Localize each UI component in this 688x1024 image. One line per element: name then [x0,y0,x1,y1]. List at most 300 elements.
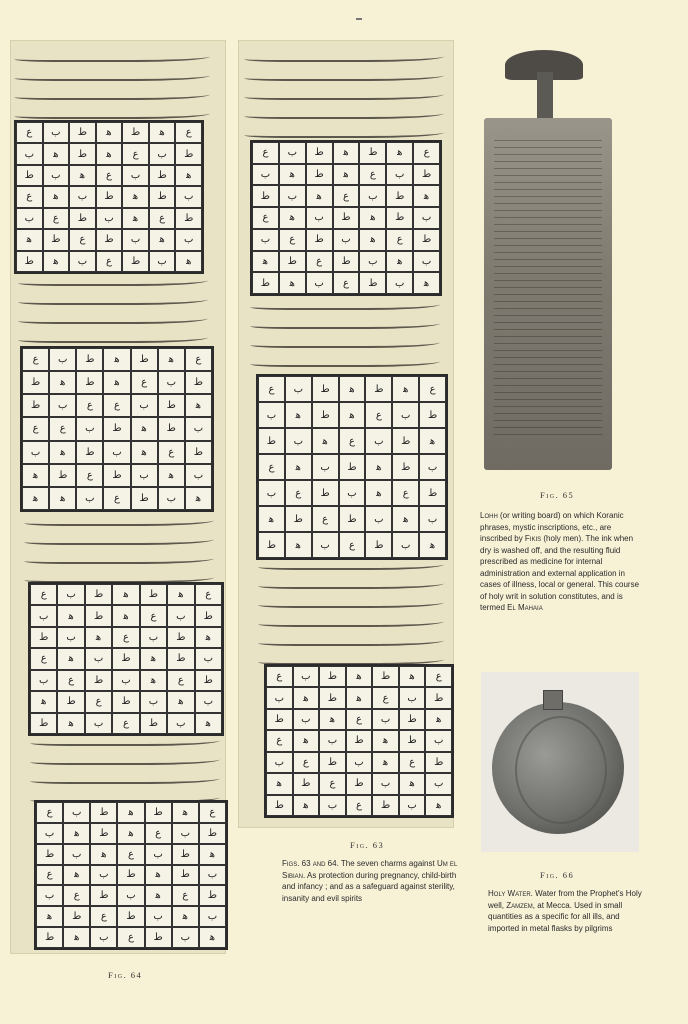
charm-grid-cell: ﻫ [43,251,70,272]
charm-grid-cell: ط [339,454,366,480]
charm-grid-cell: ﻫ [419,532,446,558]
charm-grid-cell: ط [16,251,43,272]
charm-grid-cell: ط [365,532,392,558]
charm-grid-cell: ط [158,394,185,417]
writing-board-inscription [494,140,602,440]
charm-grid-cell: ب [386,272,413,294]
charm-grid-cell: ع [365,402,392,428]
charm-grid-cell: ﻫ [43,186,70,207]
charm-grid-cell: ع [158,441,185,464]
charm-grid-cell: ط [117,865,144,886]
charm-grid-cell: ب [392,402,419,428]
charm-grid-cell: ﻫ [339,402,366,428]
charm-grid-cell: ط [359,142,386,164]
caption-lead: Figs. 63 and 64. [282,859,339,868]
charm-grid-cell: ب [167,713,194,734]
charm-grid-cell: ع [172,885,199,906]
charm-grid-cell: ب [425,730,452,751]
charm-grid-cell: ع [175,122,202,143]
charm-grid-cell: ط [372,666,399,687]
charm-grid-cell: ط [76,348,103,371]
charm-grid-cell: ب [399,795,426,816]
charm-grid-cell: ع [69,229,96,250]
charm-grid-cell: ب [76,487,103,510]
charm-grid-cell: ط [140,713,167,734]
charm-grid-cell: ط [312,376,339,402]
charm-grid-cell: ط [167,627,194,648]
charm-grid-cell: ط [85,584,112,605]
charm-grid-cell: ﻫ [167,691,194,712]
charm-grid-cell: ﻫ [258,506,285,532]
charm-grid-cell: ط [359,272,386,294]
charm-grid-cell: ع [90,906,117,927]
charm-grid-cell: ط [386,207,413,229]
caption-text: (or writing board) on which Koranic phrases, mystic inscriptions, etc., are inscribed by [480,511,624,543]
charm-grid-cell: ﻫ [140,670,167,691]
charm-grid-cell: ﻫ [386,251,413,273]
charm-grid-cell: ﻫ [339,376,366,402]
charm-grid-cell: ﻫ [372,730,399,751]
charm-grid-cell: ع [22,417,49,440]
charm-grid-cell: ع [346,709,373,730]
charm-grid-cell: ب [266,687,293,708]
charm-grid-cell: ب [285,428,312,454]
caption-text: Water from the Prophet's Holy well, [488,889,642,910]
charm-grid-cell: ط [103,464,130,487]
charm-grid-cell: ﻫ [96,122,123,143]
charm-grid-cell: ﻫ [279,272,306,294]
charm-grid-cell: ط [285,506,312,532]
charm-grid-cell: ﻫ [140,648,167,669]
charm-grid-cell: ط [36,844,63,865]
charm-grid-cell: ﻫ [175,165,202,186]
charm-grid-cell: ب [339,480,366,506]
charm-grid-cell: ﻫ [359,229,386,251]
caption-text: (holy men). The ink when dry is washed off, and the resulting fluid prescribed as medicine for internal administration and external application in cases of illness, local or general. This course of holy writ in solution constitutes, and is termed [480,534,640,612]
charm-grid-cell: ﻫ [63,823,90,844]
charm-grid-cell: ع [96,165,123,186]
charm-grid-cell: ط [85,605,112,626]
charm-grid-cell: ﻫ [392,506,419,532]
caption-text: . As protection during pregnancy, child-birth and infancy ; and as a safeguard against sterility, insanity and evil spirits [282,870,457,903]
charm-grid-cell: ع [117,844,144,865]
charm-grid-cell: ﻫ [285,532,312,558]
charm-grid-cell: ب [57,627,84,648]
charm-grid-cell: ط [413,164,440,186]
charm-grid-cell: ب [172,927,199,948]
flask-ornament [515,716,607,824]
charm-grid-cell: ب [419,506,446,532]
charm-grid-cell: ط [76,441,103,464]
manuscript-text-7 [258,556,444,670]
charm-grid-cell: ع [333,185,360,207]
charm-grid-cell: ط [122,122,149,143]
charm-grid-cell: ط [319,752,346,773]
charm-grid-cell: ب [36,823,63,844]
charm-grid-cell: ب [96,208,123,229]
charm-grid-cell: ع [30,584,57,605]
charm-grid-cell: ﻫ [167,584,194,605]
charm-grid-cell: ﻫ [96,143,123,164]
charm-grid-3 [28,582,224,736]
charm-grid-cell: ﻫ [413,272,440,294]
charm-grid-cell: ع [145,823,172,844]
fig63-label: Fig. 63 [350,840,385,850]
manuscript-text-3 [24,512,214,588]
charm-grid-cell: ط [425,752,452,773]
charm-grid-cell: ط [258,532,285,558]
fig64-label: Fig. 64 [108,970,143,980]
charm-grid-cell: ب [346,752,373,773]
charm-grid-cell: ب [365,506,392,532]
charm-grid-cell: ب [172,823,199,844]
charm-grid-cell: ب [319,730,346,751]
charm-grid-cell: ع [49,417,76,440]
charm-grid-cell: ب [199,865,226,886]
charm-grid-cell: ط [399,709,426,730]
charm-grid-cell: ﻫ [333,142,360,164]
charm-grid-cell: ط [339,506,366,532]
charm-grid-cell: ﻫ [117,823,144,844]
caption-term: El Mahaia [507,603,543,612]
caption-term: Holy Water. [488,889,533,898]
charm-grid-cell: ﻫ [185,394,212,417]
charm-grid-cell: ط [85,670,112,691]
charm-grid-cell: ﻫ [293,730,320,751]
caption-term: Lohh [480,511,498,520]
charm-grid-cell: ﻫ [266,773,293,794]
charm-grid-cell: ب [158,371,185,394]
charm-grid-cell: ب [43,165,70,186]
charm-grid-cell: ط [140,584,167,605]
charm-grid-cell: ب [122,229,149,250]
manuscript-text-2 [18,272,208,348]
charm-grid-cell: ط [425,687,452,708]
charm-grid-cell: ط [90,802,117,823]
charm-grid-cell: ﻫ [425,709,452,730]
charm-grid-cell: ﻫ [195,713,222,734]
charm-grid-cell: ط [365,376,392,402]
charm-grid-cell: ع [167,670,194,691]
charm-grid-cell: ط [306,229,333,251]
charm-grid-cell: ع [112,627,139,648]
charm-grid-cell: ﻫ [90,844,117,865]
charm-grid-cell: ب [293,666,320,687]
charm-grid-cell: ط [346,730,373,751]
charm-grid-cell: ط [293,773,320,794]
charm-grid-cell: ﻫ [285,402,312,428]
charm-grid-cell: ﻫ [252,251,279,273]
charm-grid-cell: ﻫ [103,371,130,394]
charm-grid-cell: ب [85,648,112,669]
charm-grid-cell: ﻫ [22,487,49,510]
charm-grid-cell: ع [131,371,158,394]
charm-grid-cell: ب [16,143,43,164]
charm-grid-cell: ﻫ [158,464,185,487]
charm-grid-cell: ط [266,709,293,730]
charm-grid-cell: ط [69,143,96,164]
charm-grid-cell: ب [413,207,440,229]
charm-grid-cell: ع [413,142,440,164]
charm-grid-cell: ع [117,927,144,948]
caption-text: The seven charms against [338,859,437,868]
charm-grid-cell: ع [359,164,386,186]
charm-grid-cell: ط [185,371,212,394]
charm-grid-cell: ب [293,709,320,730]
charm-grid-cell: ط [399,730,426,751]
charm-grid-cell: ﻫ [112,584,139,605]
charm-grid-7 [264,664,454,818]
charm-grid-cell: ط [372,795,399,816]
manuscript-text-5 [244,48,444,143]
charm-grid-1 [14,120,204,274]
charm-grid-cell: ط [195,605,222,626]
charm-grid-cell: ط [131,487,158,510]
charm-grid-cell: ط [30,627,57,648]
charm-grid-cell: ط [117,906,144,927]
charm-grid-cell: ط [333,207,360,229]
charm-grid-cell: ط [195,670,222,691]
charm-grid-cell: ط [312,480,339,506]
charm-grid-cell: ع [112,713,139,734]
caption-term: Zamzem [506,900,533,910]
charm-grid-cell: ط [172,865,199,886]
charm-grid-cell: ط [103,417,130,440]
charm-grid-cell: ب [306,207,333,229]
charm-grid-cell: ب [76,417,103,440]
page-mark [356,18,362,20]
charm-grid-cell: ﻫ [103,348,130,371]
charm-grid-cell: ع [306,251,333,273]
charm-grid-cell: ع [386,229,413,251]
charm-grid-cell: ب [63,844,90,865]
charm-grid-cell: ب [140,691,167,712]
charm-grid-cell: ب [30,605,57,626]
charm-grid-cell: ب [158,487,185,510]
charm-grid-cell: ط [306,142,333,164]
charm-grid-cell: ﻫ [57,648,84,669]
charm-grid-cell: ع [85,691,112,712]
charm-grid-cell: ع [195,584,222,605]
charm-grid-cell: ﻫ [425,795,452,816]
charm-grid-cell: ط [30,713,57,734]
charm-grid-cell: ع [16,122,43,143]
charm-grid-cell: ع [76,464,103,487]
charm-grid-cell: ط [167,648,194,669]
charm-grid-cell: ع [346,795,373,816]
charm-grid-cell: ع [266,666,293,687]
charm-grid-cell: ط [346,773,373,794]
charm-grid-cell: ع [22,348,49,371]
charm-grid-cell: ب [145,844,172,865]
charm-grid-cell: ع [36,865,63,886]
charm-grid-cell: ط [172,844,199,865]
charm-grid-cell: ﻫ [293,795,320,816]
charm-grid-cell: ط [333,251,360,273]
charm-grid-cell: ﻫ [419,428,446,454]
charm-grid-cell: ط [63,906,90,927]
charm-grid-cell: ع [319,773,346,794]
charm-grid-cell: ب [279,185,306,207]
charm-grid-cell: ط [175,143,202,164]
charm-grid-cell: ﻫ [49,441,76,464]
charm-grid-cell: ع [372,687,399,708]
charm-grid-cell: ب [30,670,57,691]
charm-grid-cell: ط [319,687,346,708]
charm-grid-cell: ع [258,454,285,480]
charm-grid-5 [250,140,442,296]
charm-grid-cell: ﻫ [306,185,333,207]
figs-63-64-caption [282,858,462,904]
charm-grid-cell: ﻫ [365,480,392,506]
charm-grid-cell: ب [49,348,76,371]
charm-grid-cell: ب [359,251,386,273]
charm-grid-cell: ط [419,480,446,506]
charm-grid-cell: ط [96,186,123,207]
charm-grid-cell: ب [306,272,333,294]
charm-grid-cell: ع [140,605,167,626]
writing-board-neck [537,72,553,124]
charm-grid-cell: ب [149,251,176,272]
charm-grid-cell: ط [96,229,123,250]
charm-grid-cell: ع [285,480,312,506]
charm-grid-cell: ﻫ [149,122,176,143]
charm-grid-cell: ب [49,394,76,417]
charm-grid-2 [20,346,214,512]
charm-grid-cell: ﻫ [199,844,226,865]
charm-grid-cell: ط [22,394,49,417]
charm-grid-cell: ﻫ [117,802,144,823]
charm-grid-cell: ع [30,648,57,669]
charm-grid-cell: ط [258,428,285,454]
charm-grid-cell: ط [149,186,176,207]
charm-grid-cell: ﻫ [399,666,426,687]
charm-grid-cell: ﻫ [399,773,426,794]
charm-grid-cell: ب [365,428,392,454]
charm-grid-cell: ط [145,802,172,823]
manuscript-text-4 [30,732,220,808]
charm-grid-4 [34,800,228,950]
charm-grid-cell: ب [185,464,212,487]
charm-grid-cell: ب [266,752,293,773]
charm-grid-cell: ب [36,885,63,906]
charm-grid-cell: ب [252,229,279,251]
charm-grid-cell: ط [69,122,96,143]
charm-grid-cell: ب [195,648,222,669]
charm-grid-cell: ﻫ [22,464,49,487]
charm-grid-cell: ب [117,885,144,906]
charm-grid-cell: ب [392,532,419,558]
charm-grid-cell: ب [258,480,285,506]
charm-grid-cell: ب [131,394,158,417]
charm-grid-cell: ب [252,164,279,186]
charm-grid-cell: ﻫ [49,487,76,510]
charm-grid-cell: ط [199,885,226,906]
charm-grid-cell: ط [112,648,139,669]
charm-grid-cell: ب [359,185,386,207]
charm-grid-cell: ب [90,865,117,886]
charm-grid-cell: ﻫ [386,142,413,164]
charm-grid-cell: ع [43,208,70,229]
charm-grid-cell: ﻫ [346,666,373,687]
charm-grid-cell: ﻫ [333,164,360,186]
charm-grid-cell: ع [399,752,426,773]
charm-grid-cell: ط [386,185,413,207]
charm-grid-cell: ط [49,464,76,487]
charm-grid-cell: ع [279,229,306,251]
charm-grid-cell: ط [266,795,293,816]
caption-text: , at Mecca. Used in small quantities as a specific for all ills, and imported in metal flasks by pilgrims [488,900,623,933]
charm-grid-cell: ع [103,487,130,510]
charm-grid-cell: ط [122,251,149,272]
caption-term: Fikis [524,534,542,543]
charm-grid-cell: ط [22,371,49,394]
charm-grid-cell: ﻫ [413,185,440,207]
charm-grid-cell: ط [36,927,63,948]
charm-grid-cell: ب [185,417,212,440]
charm-grid-cell: ط [413,229,440,251]
charm-grid-cell: ب [195,691,222,712]
charm-grid-cell: ﻫ [285,454,312,480]
fig66-label: Fig. 66 [540,870,575,880]
charm-grid-cell: ب [285,376,312,402]
charm-grid-cell: ﻫ [145,885,172,906]
charm-grid-cell: ﻫ [63,927,90,948]
charm-grid-cell: ط [252,185,279,207]
charm-grid-cell: ﻫ [57,713,84,734]
charm-grid-cell: ط [252,272,279,294]
charm-grid-cell: ب [372,773,399,794]
charm-grid-cell: ب [312,532,339,558]
charm-grid-cell: ط [57,691,84,712]
charm-grid-cell: ب [122,165,149,186]
charm-grid-cell: ﻫ [85,627,112,648]
charm-grid-cell: ط [306,164,333,186]
charm-grid-cell: ب [43,122,70,143]
charm-grid-cell: ب [312,454,339,480]
charm-grid-cell: ط [90,823,117,844]
charm-grid-cell: ب [131,464,158,487]
charm-grid-cell: ب [386,164,413,186]
charm-grid-cell: ع [122,143,149,164]
charm-grid-cell: ط [69,208,96,229]
charm-grid-cell: ب [167,605,194,626]
charm-grid-cell: ب [85,713,112,734]
charm-grid-cell: ع [333,272,360,294]
fig65-caption [480,510,640,614]
charm-grid-cell: ب [399,687,426,708]
charm-grid-cell: ط [145,927,172,948]
charm-grid-cell: ع [425,666,452,687]
charm-grid-cell: ب [63,802,90,823]
charm-grid-cell: ط [16,165,43,186]
charm-grid-cell: ﻫ [199,927,226,948]
charm-grid-cell: ع [392,480,419,506]
charm-grid-cell: ط [90,885,117,906]
charm-grid-cell: ﻫ [49,371,76,394]
charm-grid-cell: ع [103,394,130,417]
flask-neck [543,690,563,710]
charm-grid-cell: ﻫ [172,802,199,823]
charm-grid-cell: ﻫ [145,865,172,886]
charm-grid-cell: ﻫ [149,229,176,250]
charm-grid-cell: ب [372,709,399,730]
charm-grid-cell: ع [149,208,176,229]
charm-grid-cell: ع [293,752,320,773]
charm-grid-cell: ب [112,670,139,691]
caption-term: Um el Sibian [282,859,458,880]
charm-grid-cell: ب [333,229,360,251]
